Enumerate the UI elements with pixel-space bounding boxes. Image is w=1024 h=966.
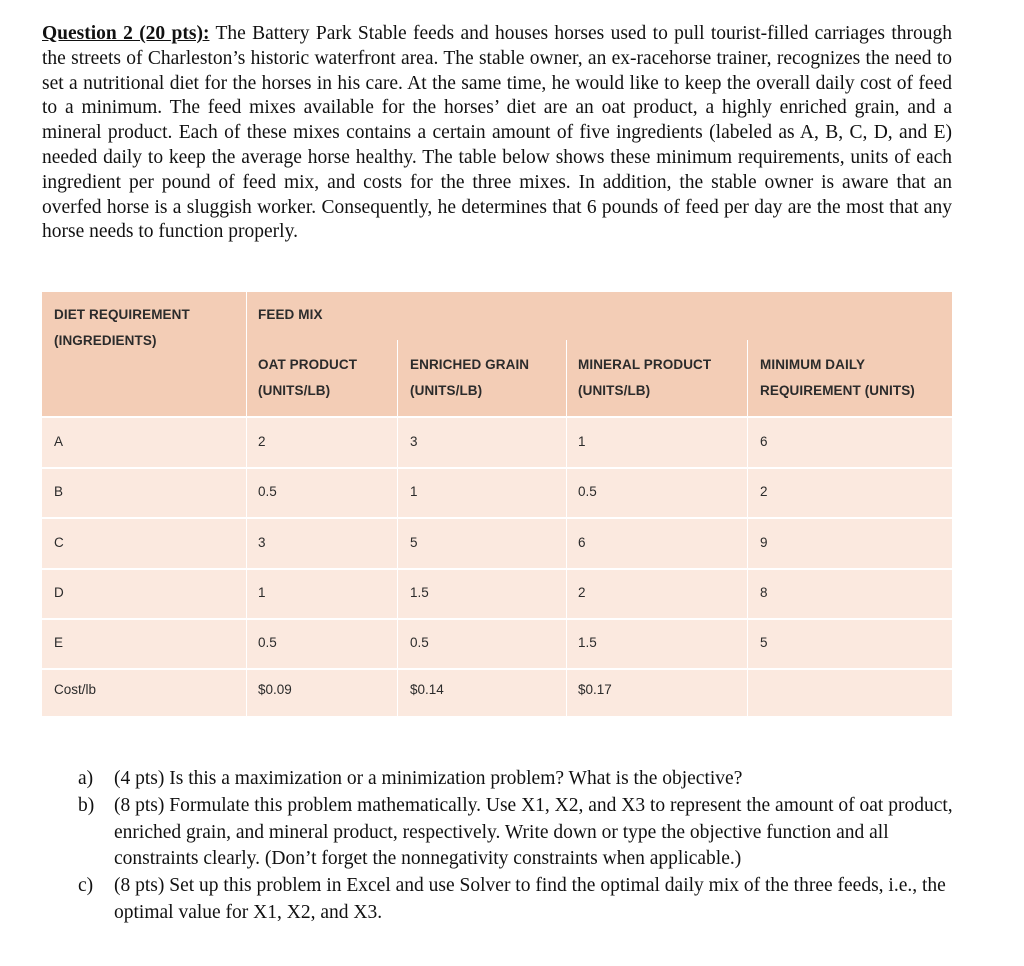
cell-grain: 1: [410, 484, 418, 499]
minimum-daily-header: MINIMUM DAILY: [760, 357, 866, 372]
cell-grain: 3: [410, 434, 418, 449]
cell-min: 5: [760, 635, 768, 650]
minimum-daily-units: REQUIREMENT (UNITS): [760, 383, 915, 398]
row-divider: [42, 668, 952, 670]
row-label: C: [54, 535, 64, 550]
cell-grain: 0.5: [410, 635, 429, 650]
question-heading: Question 2 (20 pts):: [42, 23, 210, 44]
cell-grain: 1.5: [410, 585, 429, 600]
part-label: c): [78, 875, 94, 897]
cell-grain: 5: [410, 535, 418, 550]
enriched-grain-units: (UNITS/LB): [410, 383, 483, 398]
cell-oat: 0.5: [258, 635, 277, 650]
ingredients-header: (INGREDIENTS): [54, 333, 157, 348]
question-parts: [78, 766, 958, 927]
row-divider: [42, 618, 952, 620]
row-divider: [42, 517, 952, 519]
cell-min: 2: [760, 484, 768, 499]
cell-min: 9: [760, 535, 768, 550]
oat-product-header: OAT PRODUCT: [258, 357, 358, 372]
cell-grain: $0.14: [410, 682, 444, 697]
row-label: Cost/lb: [54, 682, 97, 697]
column-divider: [566, 340, 567, 716]
cell-mineral: $0.17: [578, 682, 612, 697]
cell-oat: 0.5: [258, 484, 277, 499]
cell-oat: 2: [258, 434, 266, 449]
part-label: b): [78, 794, 95, 816]
diet-table: [42, 292, 952, 716]
cell-mineral: 1: [578, 434, 586, 449]
oat-product-units: (UNITS/LB): [258, 383, 331, 398]
mineral-product-header: MINERAL PRODUCT: [578, 357, 712, 372]
cell-mineral: 2: [578, 585, 586, 600]
row-label: E: [54, 635, 64, 650]
column-divider: [397, 340, 398, 716]
feed-mix-header: FEED MIX: [258, 307, 323, 322]
cell-oat: $0.09: [258, 682, 292, 697]
table-body-band: [42, 417, 952, 716]
row-label: D: [54, 585, 64, 600]
cell-oat: 1: [258, 585, 266, 600]
question-text: The Battery Park Stable feeds and houses horses used to pull tourist-filled carriages through the streets of Charleston’s historic waterfront area. The stable owner, an ex-racehorse trainer, recognizes the need to set a nutritional diet for the horses in his care. At the same time, he would like to keep the overall daily cost of feed to a minimum. The feed mixes available for the horses’ diet are an oat product, a highly enriched grain, and a mineral product. Each of these mixes contains a certain amount of five ingredients (labeled as A, B, C, D, and E) needed daily to keep the average horse healthy. The table below shows these minimum requirements, units of each ingredient per pound of feed mix, and costs for the three mixes. In addition, the stable owner is aware that an overfed horse is a sluggish worker. Consequently, he determines that 6 pounds of feed per day are the most that any horse needs to function properly.: [42, 23, 953, 243]
part-text: (4 pts) Is this a maximization or a minimization problem? What is the objective?: [114, 768, 743, 789]
column-divider: [747, 340, 748, 716]
row-divider: [42, 416, 952, 418]
part-a: [78, 766, 958, 793]
part-label: a): [78, 768, 94, 789]
cell-oat: 3: [258, 535, 266, 550]
cell-mineral: 6: [578, 535, 586, 550]
cell-min: 8: [760, 585, 768, 600]
question-paragraph: [42, 22, 952, 245]
cell-min: 6: [760, 434, 768, 449]
part-c: [78, 873, 958, 927]
cell-mineral: 0.5: [578, 484, 597, 499]
enriched-grain-header: ENRICHED GRAIN: [410, 357, 530, 372]
column-divider: [246, 292, 247, 716]
part-text: (8 pts) Formulate this problem mathematically. Use X1, X2, and X3 to represent the amount of oat product, enriched grain, and mineral product, respectively. Write down or type the objective function and all constraints clearly. (Don’t forget the nonnegativity constraints when applicable.): [114, 794, 953, 870]
mineral-product-units: (UNITS/LB): [578, 383, 651, 398]
row-label: A: [54, 434, 64, 449]
row-label: B: [54, 484, 64, 499]
cell-mineral: 1.5: [578, 635, 597, 650]
row-divider: [42, 467, 952, 469]
row-divider: [42, 568, 952, 570]
part-text: (8 pts) Set up this problem in Excel and use Solver to find the optimal daily mix of the three feeds, i.e., the optimal value for X1, X2, and X3.: [114, 875, 946, 923]
diet-requirement-header: DIET REQUIREMENT: [54, 307, 190, 322]
part-b: [78, 793, 958, 873]
